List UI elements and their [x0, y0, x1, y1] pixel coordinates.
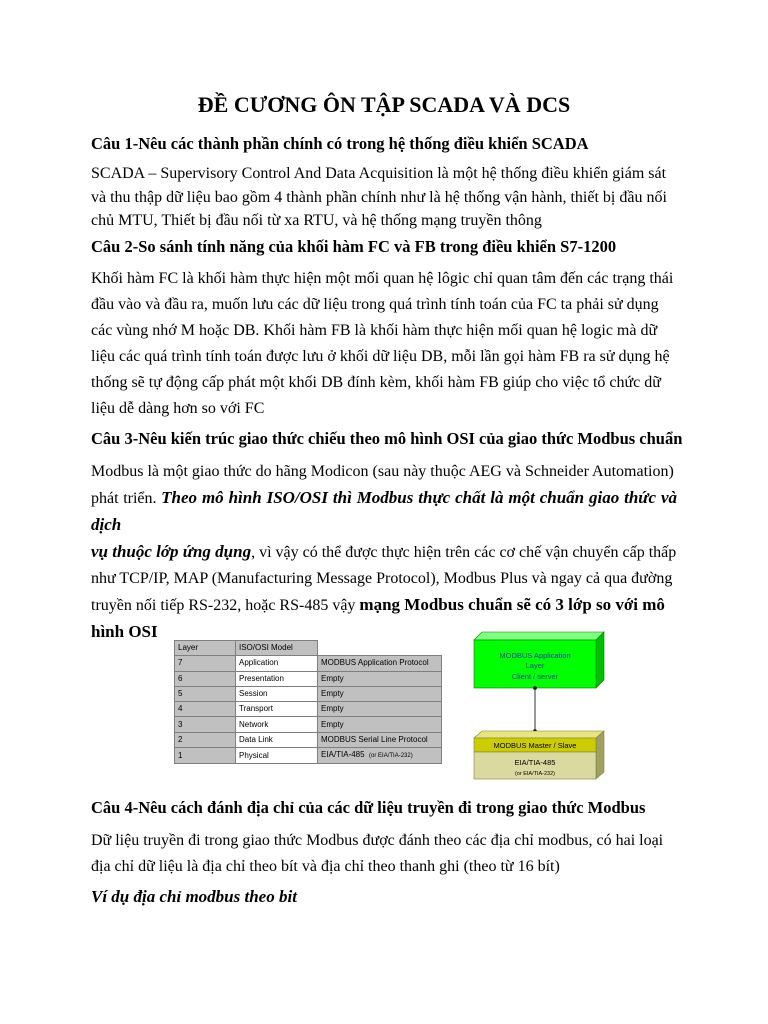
document-title: ĐỀ CƯƠNG ÔN TẬP SCADA VÀ DCS: [197, 92, 571, 117]
bottom-box-face-side: [596, 731, 604, 779]
question-4-body: [91, 828, 677, 880]
question-2-body: [91, 266, 677, 422]
protocol-cell: Empty: [318, 702, 442, 717]
table-row: [175, 656, 442, 671]
bottom-box-header-text: MODBUS Master / Slave: [493, 741, 577, 750]
question-1-body: [91, 162, 677, 233]
layer-cell: 6: [175, 671, 236, 686]
example-heading: Ví dụ địa chỉ modbus theo bit: [91, 887, 297, 906]
question-2-heading: Câu 2-So sánh tính năng của khối hàm FC và FB trong điều khiển S7-1200: [91, 237, 617, 256]
bottom-box-face-top: [474, 731, 604, 738]
question-3-body: [91, 459, 677, 645]
table-header-cell: ISO/OSI Model: [236, 641, 318, 656]
protocol-text: EIA/TIA-485: [321, 750, 365, 760]
q2-line: liệu các quá trình tính toán được lưu ở khối dữ liệu DB, mỗi lần gọi hàm FB ra sử dụng hệ: [91, 348, 670, 365]
table-header-blank: [318, 641, 442, 656]
layer-cell: 1: [175, 748, 236, 764]
connector-dot-top: [533, 686, 537, 690]
q3-line: Modbus là một giao thức do hãng Modicon (sau này thuộc AEG và Schneider Automation): [91, 463, 674, 480]
osi-model-table: [174, 640, 442, 764]
q2-line: liệu dễ dàng hơn so với FC: [91, 400, 265, 417]
q4-line: Dữ liệu truyền đi trong giao thức Modbus được đánh theo các địa chỉ modbus, có hai loại: [91, 832, 664, 849]
question-1-heading: Câu 1-Nêu các thành phần chính có trong hệ thống điều khiển SCADA: [91, 134, 589, 153]
q1-line: chủ MTU, Thiết bị đầu nối từ xa RTU, và hệ thống mạng truyền thông: [91, 212, 542, 229]
top-box-line: Layer: [525, 661, 545, 670]
bottom-box-line: EIA/TIA-485: [514, 758, 556, 767]
bottom-box-line: (or EIA/TIA-232): [514, 771, 556, 777]
table-row: [175, 702, 442, 717]
protocol-cell: [318, 748, 442, 764]
q3-emphasis: vụ thuộc lớp ứng dụng: [91, 542, 252, 561]
modbus-layer-diagram: [470, 630, 610, 780]
table-row: [175, 717, 442, 732]
model-cell: Data Link: [236, 732, 318, 747]
model-cell: Application: [236, 656, 318, 671]
top-box-face-top: [474, 632, 604, 640]
layer-cell: 3: [175, 717, 236, 732]
protocol-cell: MODBUS Application Protocol: [318, 656, 442, 671]
q3-emphasis: Theo mô hình ISO/OSI thì Modbus thực chất là một chuẩn giao thức và dịch: [91, 488, 677, 534]
protocol-cell: MODBUS Serial Line Protocol: [318, 732, 442, 747]
q3-line: hình OSI: [91, 622, 158, 641]
top-box-line: Client / server: [511, 672, 559, 681]
q4-line: địa chỉ dữ liệu là địa chỉ theo bít và địa chỉ theo thanh ghi (theo từ 16 bít): [91, 858, 560, 875]
table-header-row: [175, 641, 442, 656]
q2-line: các vùng nhớ M hoặc DB. Khối hàm FB là khối hàm thực hiện mối quan hệ logic mà dữ: [91, 322, 658, 339]
q3-line: [91, 539, 677, 566]
q3-line: như TCP/IP, MAP (Manufacturing Message Protocol), Modbus Plus và ngay cả qua đường: [91, 570, 673, 587]
layer-cell: 4: [175, 702, 236, 717]
q1-line: SCADA – Supervisory Control And Data Acquisition là một hệ thống điều khiển giám sát: [91, 165, 667, 182]
model-cell: Session: [236, 686, 318, 701]
q2-line: đầu vào và đầu ra, muốn lưu các dữ liệu trong quá trình tính toán của FC ta phải sử dụng: [91, 296, 659, 313]
model-cell: Network: [236, 717, 318, 732]
protocol-cell: Empty: [318, 717, 442, 732]
protocol-cell: Empty: [318, 686, 442, 701]
model-cell: Physical: [236, 748, 318, 764]
layer-cell: 7: [175, 656, 236, 671]
layer-cell: 5: [175, 686, 236, 701]
table-row: [175, 748, 442, 764]
table-row: [175, 732, 442, 747]
table-row: [175, 671, 442, 686]
protocol-note: (or EIA/TIA-232): [369, 753, 413, 760]
layer-cell: 2: [175, 732, 236, 747]
top-box-line: MODBUS Application: [499, 651, 571, 660]
table-header-cell: Layer: [175, 641, 236, 656]
q3-text: phát triển.: [91, 490, 162, 507]
protocol-cell: Empty: [318, 671, 442, 686]
q2-line: Khối hàm FC là khối hàm thực hiện một mối quan hệ lôgic chỉ quan tâm đến các trạng thái: [91, 270, 674, 287]
q3-line: [91, 592, 677, 619]
q2-line: thống sẽ tự động cấp phát một khối DB đính kèm, khối hàm FB giúp cho việc tổ chức dữ: [91, 374, 661, 391]
q3-text: truyền nối tiếp RS-232, hoặc RS-485 vậy: [91, 597, 360, 614]
q1-line: và thu thập dữ liệu bao gồm 4 thành phần chính như là hệ thống vận hành, thiết bị đầu nối: [91, 188, 667, 206]
question-3-heading: Câu 3-Nêu kiến trúc giao thức chiếu theo mô hình OSI của giao thức Modbus chuẩn: [91, 429, 683, 448]
q3-text: , vì vậy có thể được thực hiện trên các cơ chế vận chuyển cấp thấp: [251, 544, 677, 561]
q3-line: [91, 485, 677, 539]
model-cell: Presentation: [236, 671, 318, 686]
top-box-face-side: [596, 632, 604, 688]
model-cell: Transport: [236, 702, 318, 717]
q3-bold: mạng Modbus chuẩn sẽ có 3 lớp so với mô: [359, 595, 665, 614]
table-row: [175, 686, 442, 701]
question-4-heading: Câu 4-Nêu cách đánh địa chỉ của các dữ liệu truyền đi trong giao thức Modbus: [91, 798, 646, 817]
